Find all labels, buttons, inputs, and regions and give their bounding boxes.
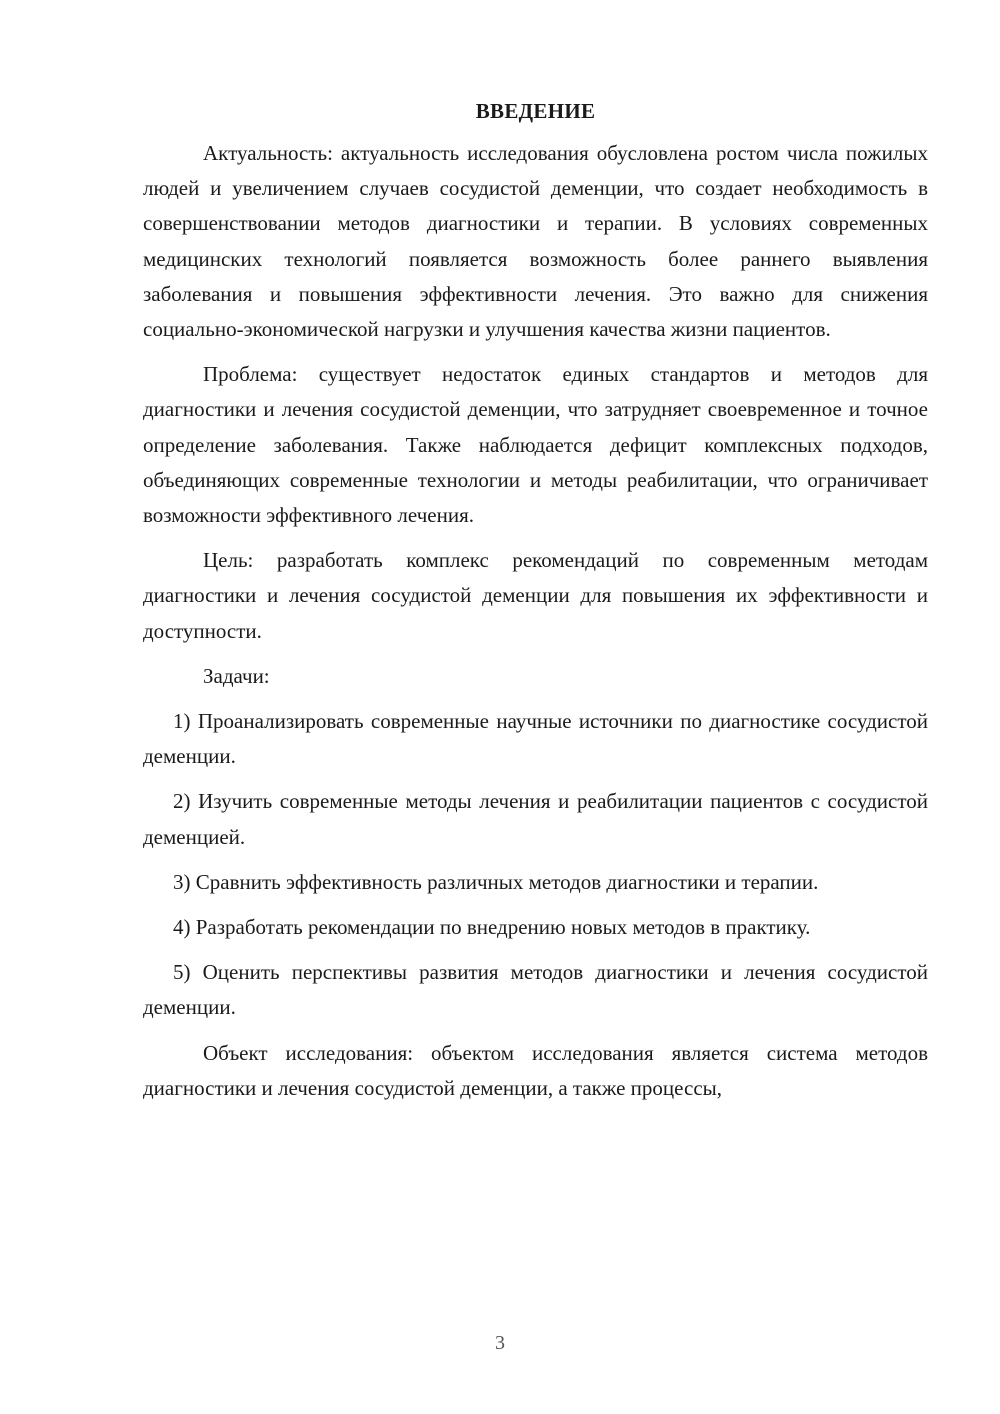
document-page <box>143 96 928 1116</box>
object-paragraph: Объект исследования: объектом исследования является система методов диагностики и лечения сосудистой деменции, а также процессы, <box>143 1040 928 1100</box>
task-item-4: 4) Разработать рекомендации по внедрению новых методов в практику. <box>173 915 811 940</box>
tasks-heading: Задачи: <box>203 663 270 688</box>
task-item-2: 2) Изучить современные методы лечения и реабилитации пациентов с сосудистой деменцией. <box>143 789 928 849</box>
problem-paragraph: Проблема: существует недостаток единых стандартов и методов для диагностики и лечения сосудистой деменции, что затрудняет своевременное и точное определение заболевания. Также наблюдается дефицит комплексных подходов, объединяющих современные технологии и методы реабилитации, что ограничивает возможности эффективного лечения. <box>143 362 928 528</box>
relevance-paragraph: Актуальность: актуальность исследования обусловлена ростом числа пожилых людей и увеличением случаев сосудистой деменции, что создает необходимость в совершенствовании методов диагностики и терапии. В условиях современных медицинских технологий появляется возможность более раннего выявления заболевания и повышения эффективности лечения. Это важно для снижения социально-экономической нагрузки и улучшения качества жизни пациентов. <box>143 141 928 342</box>
page-number: 3 <box>495 1332 505 1354</box>
goal-paragraph: Цель: разработать комплекс рекомендаций по современным методам диагностики и лечения сосудистой деменции для повышения их эффективности и доступности. <box>143 548 928 643</box>
task-item-5: 5) Оценить перспективы развития методов диагностики и лечения сосудистой деменции. <box>143 960 928 1020</box>
task-item-3: 3) Сравнить эффективность различных методов диагностики и терапии. <box>173 869 819 894</box>
task-item-1: 1) Проанализировать современные научные источники по диагностике сосудистой деменции. <box>143 709 928 769</box>
section-title: ВВЕДЕНИЕ <box>475 99 596 123</box>
